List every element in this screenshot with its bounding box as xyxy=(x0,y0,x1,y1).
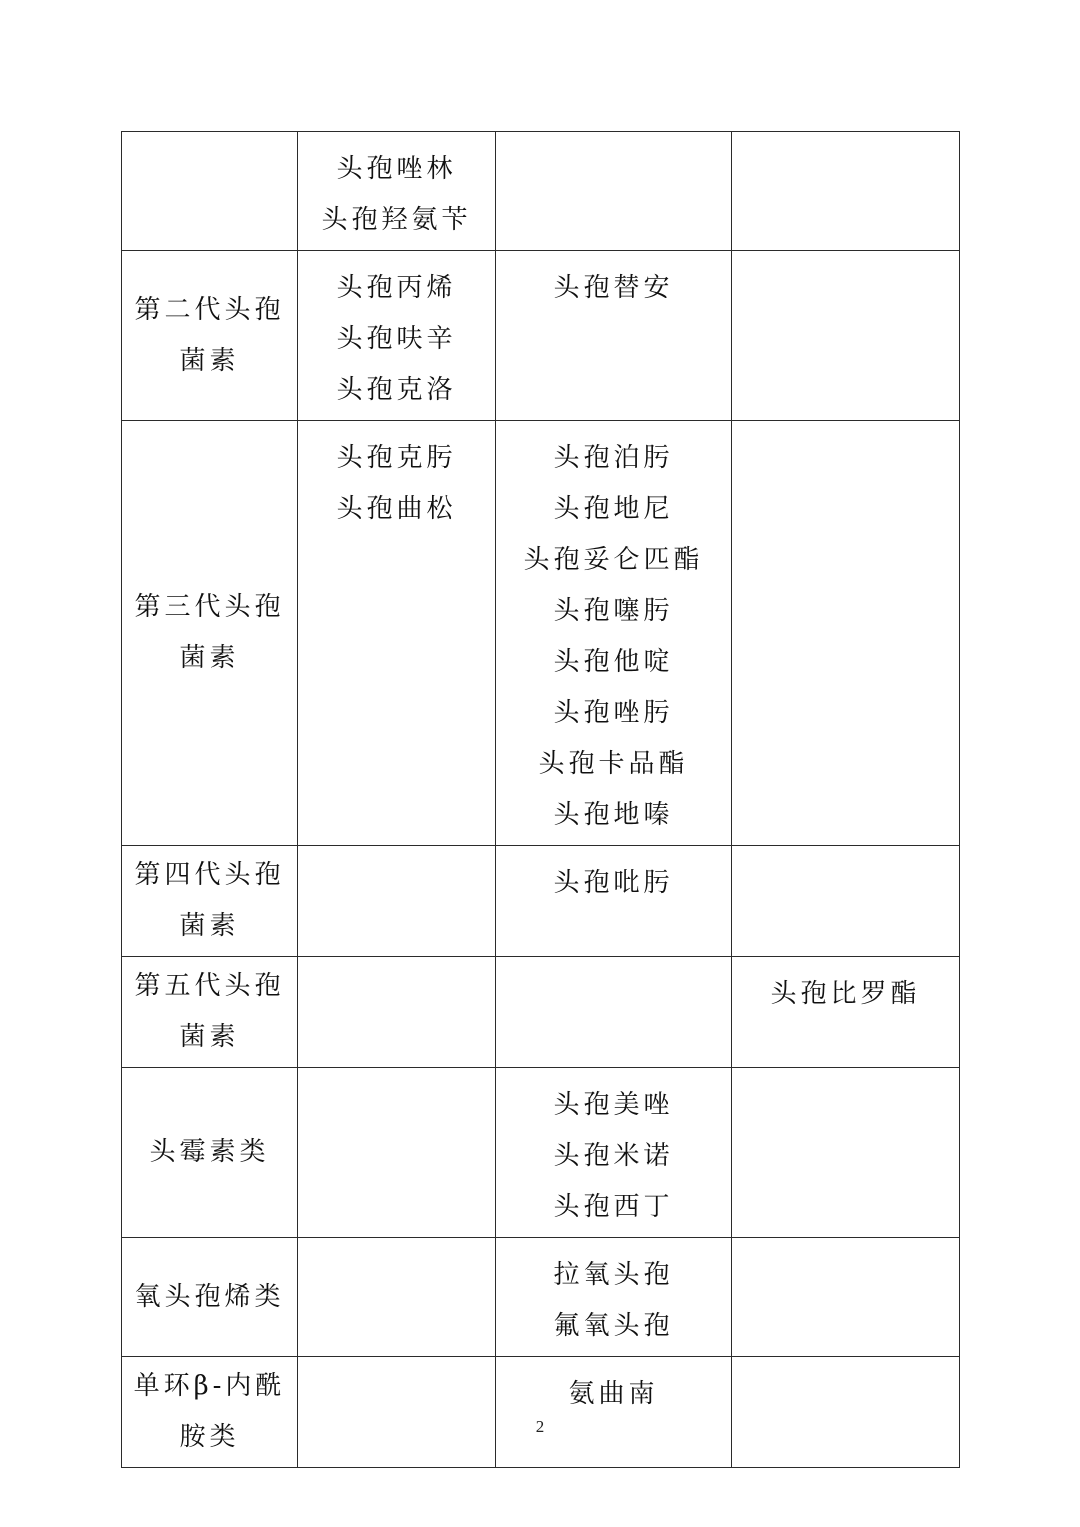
drug-cell xyxy=(298,132,496,251)
antibiotic-classification-table xyxy=(121,131,960,1468)
category-label: 菌素 xyxy=(179,911,240,941)
drug-cell xyxy=(732,132,960,251)
drug-name: 头孢地尼 xyxy=(553,494,674,524)
drug-name: 头孢唑肟 xyxy=(553,698,674,728)
drug-cell xyxy=(298,421,496,846)
drug-name: 氨曲南 xyxy=(568,1379,659,1409)
table-row xyxy=(122,421,960,846)
drug-name: 头孢曲松 xyxy=(336,494,457,524)
table-row xyxy=(122,957,960,1068)
drug-name: 氟氧头孢 xyxy=(553,1311,674,1341)
drug-name: 头孢丙烯 xyxy=(336,273,457,303)
drug-cell xyxy=(732,846,960,957)
category-label: 菌素 xyxy=(179,1022,240,1052)
drug-name: 头孢克洛 xyxy=(336,375,457,405)
drug-cell xyxy=(298,1238,496,1357)
category-label: 头霉素类 xyxy=(149,1137,270,1167)
category-label: 氧头孢烯类 xyxy=(134,1281,285,1312)
category-cell xyxy=(122,1238,298,1357)
category-label: 单环β-内酰 xyxy=(133,1371,286,1401)
category-cell xyxy=(122,132,298,251)
drug-cell xyxy=(496,1238,732,1357)
drug-name: 头孢米诺 xyxy=(553,1141,674,1171)
drug-cell xyxy=(496,421,732,846)
drug-cell xyxy=(732,1357,960,1468)
page-number: 2 xyxy=(535,1417,545,1436)
table-row xyxy=(122,846,960,957)
drug-name: 头孢美唑 xyxy=(553,1090,674,1120)
drug-cell xyxy=(732,1068,960,1238)
table-row xyxy=(122,1238,960,1357)
category-label: 第二代头孢 xyxy=(134,294,285,325)
drug-name: 头孢噻肟 xyxy=(553,596,674,626)
drug-cell xyxy=(496,132,732,251)
drug-cell xyxy=(298,1357,496,1468)
table-row xyxy=(122,132,960,251)
drug-cell xyxy=(298,846,496,957)
drug-name: 头孢妥仑匹酯 xyxy=(523,545,704,575)
drug-name: 头孢泊肟 xyxy=(553,443,674,473)
drug-name: 拉氧头孢 xyxy=(553,1260,674,1290)
drug-cell xyxy=(298,251,496,421)
table-row xyxy=(122,1357,960,1468)
category-cell xyxy=(122,846,298,957)
drug-name: 头孢吡肟 xyxy=(553,868,674,898)
drug-name: 头孢西丁 xyxy=(553,1192,674,1222)
drug-cell xyxy=(496,1068,732,1238)
drug-cell xyxy=(496,1357,732,1468)
drug-name: 头孢地嗪 xyxy=(553,800,674,830)
category-label: 第五代头孢 xyxy=(134,971,285,1001)
drug-cell xyxy=(298,957,496,1068)
category-label: 菌素 xyxy=(179,643,240,673)
drug-name: 头孢呋辛 xyxy=(336,324,457,354)
table-row xyxy=(122,251,960,421)
drug-cell xyxy=(496,251,732,421)
drug-name: 头孢比罗酯 xyxy=(770,979,921,1009)
category-cell xyxy=(122,957,298,1068)
drug-cell xyxy=(732,421,960,846)
drug-name: 头孢替安 xyxy=(553,273,674,303)
category-cell xyxy=(122,1357,298,1468)
drug-name: 头孢卡品酯 xyxy=(538,749,689,779)
drug-name: 头孢唑林 xyxy=(336,154,457,184)
category-cell xyxy=(122,421,298,846)
drug-cell xyxy=(496,957,732,1068)
drug-cell xyxy=(732,1238,960,1357)
drug-name: 头孢克肟 xyxy=(336,443,457,473)
drug-cell xyxy=(298,1068,496,1238)
drug-cell xyxy=(732,957,960,1068)
drug-cell xyxy=(496,846,732,957)
category-label: 菌素 xyxy=(179,345,240,376)
drug-cell xyxy=(732,251,960,421)
drug-name: 头孢羟氨苄 xyxy=(321,205,472,235)
category-label: 第三代头孢 xyxy=(134,592,285,622)
drug-name: 头孢他啶 xyxy=(553,647,674,677)
category-label: 胺类 xyxy=(179,1422,240,1452)
category-label: 第四代头孢 xyxy=(134,860,285,890)
category-cell xyxy=(122,251,298,421)
table-body xyxy=(122,132,960,1468)
category-cell xyxy=(122,1068,298,1238)
table-row xyxy=(122,1068,960,1238)
